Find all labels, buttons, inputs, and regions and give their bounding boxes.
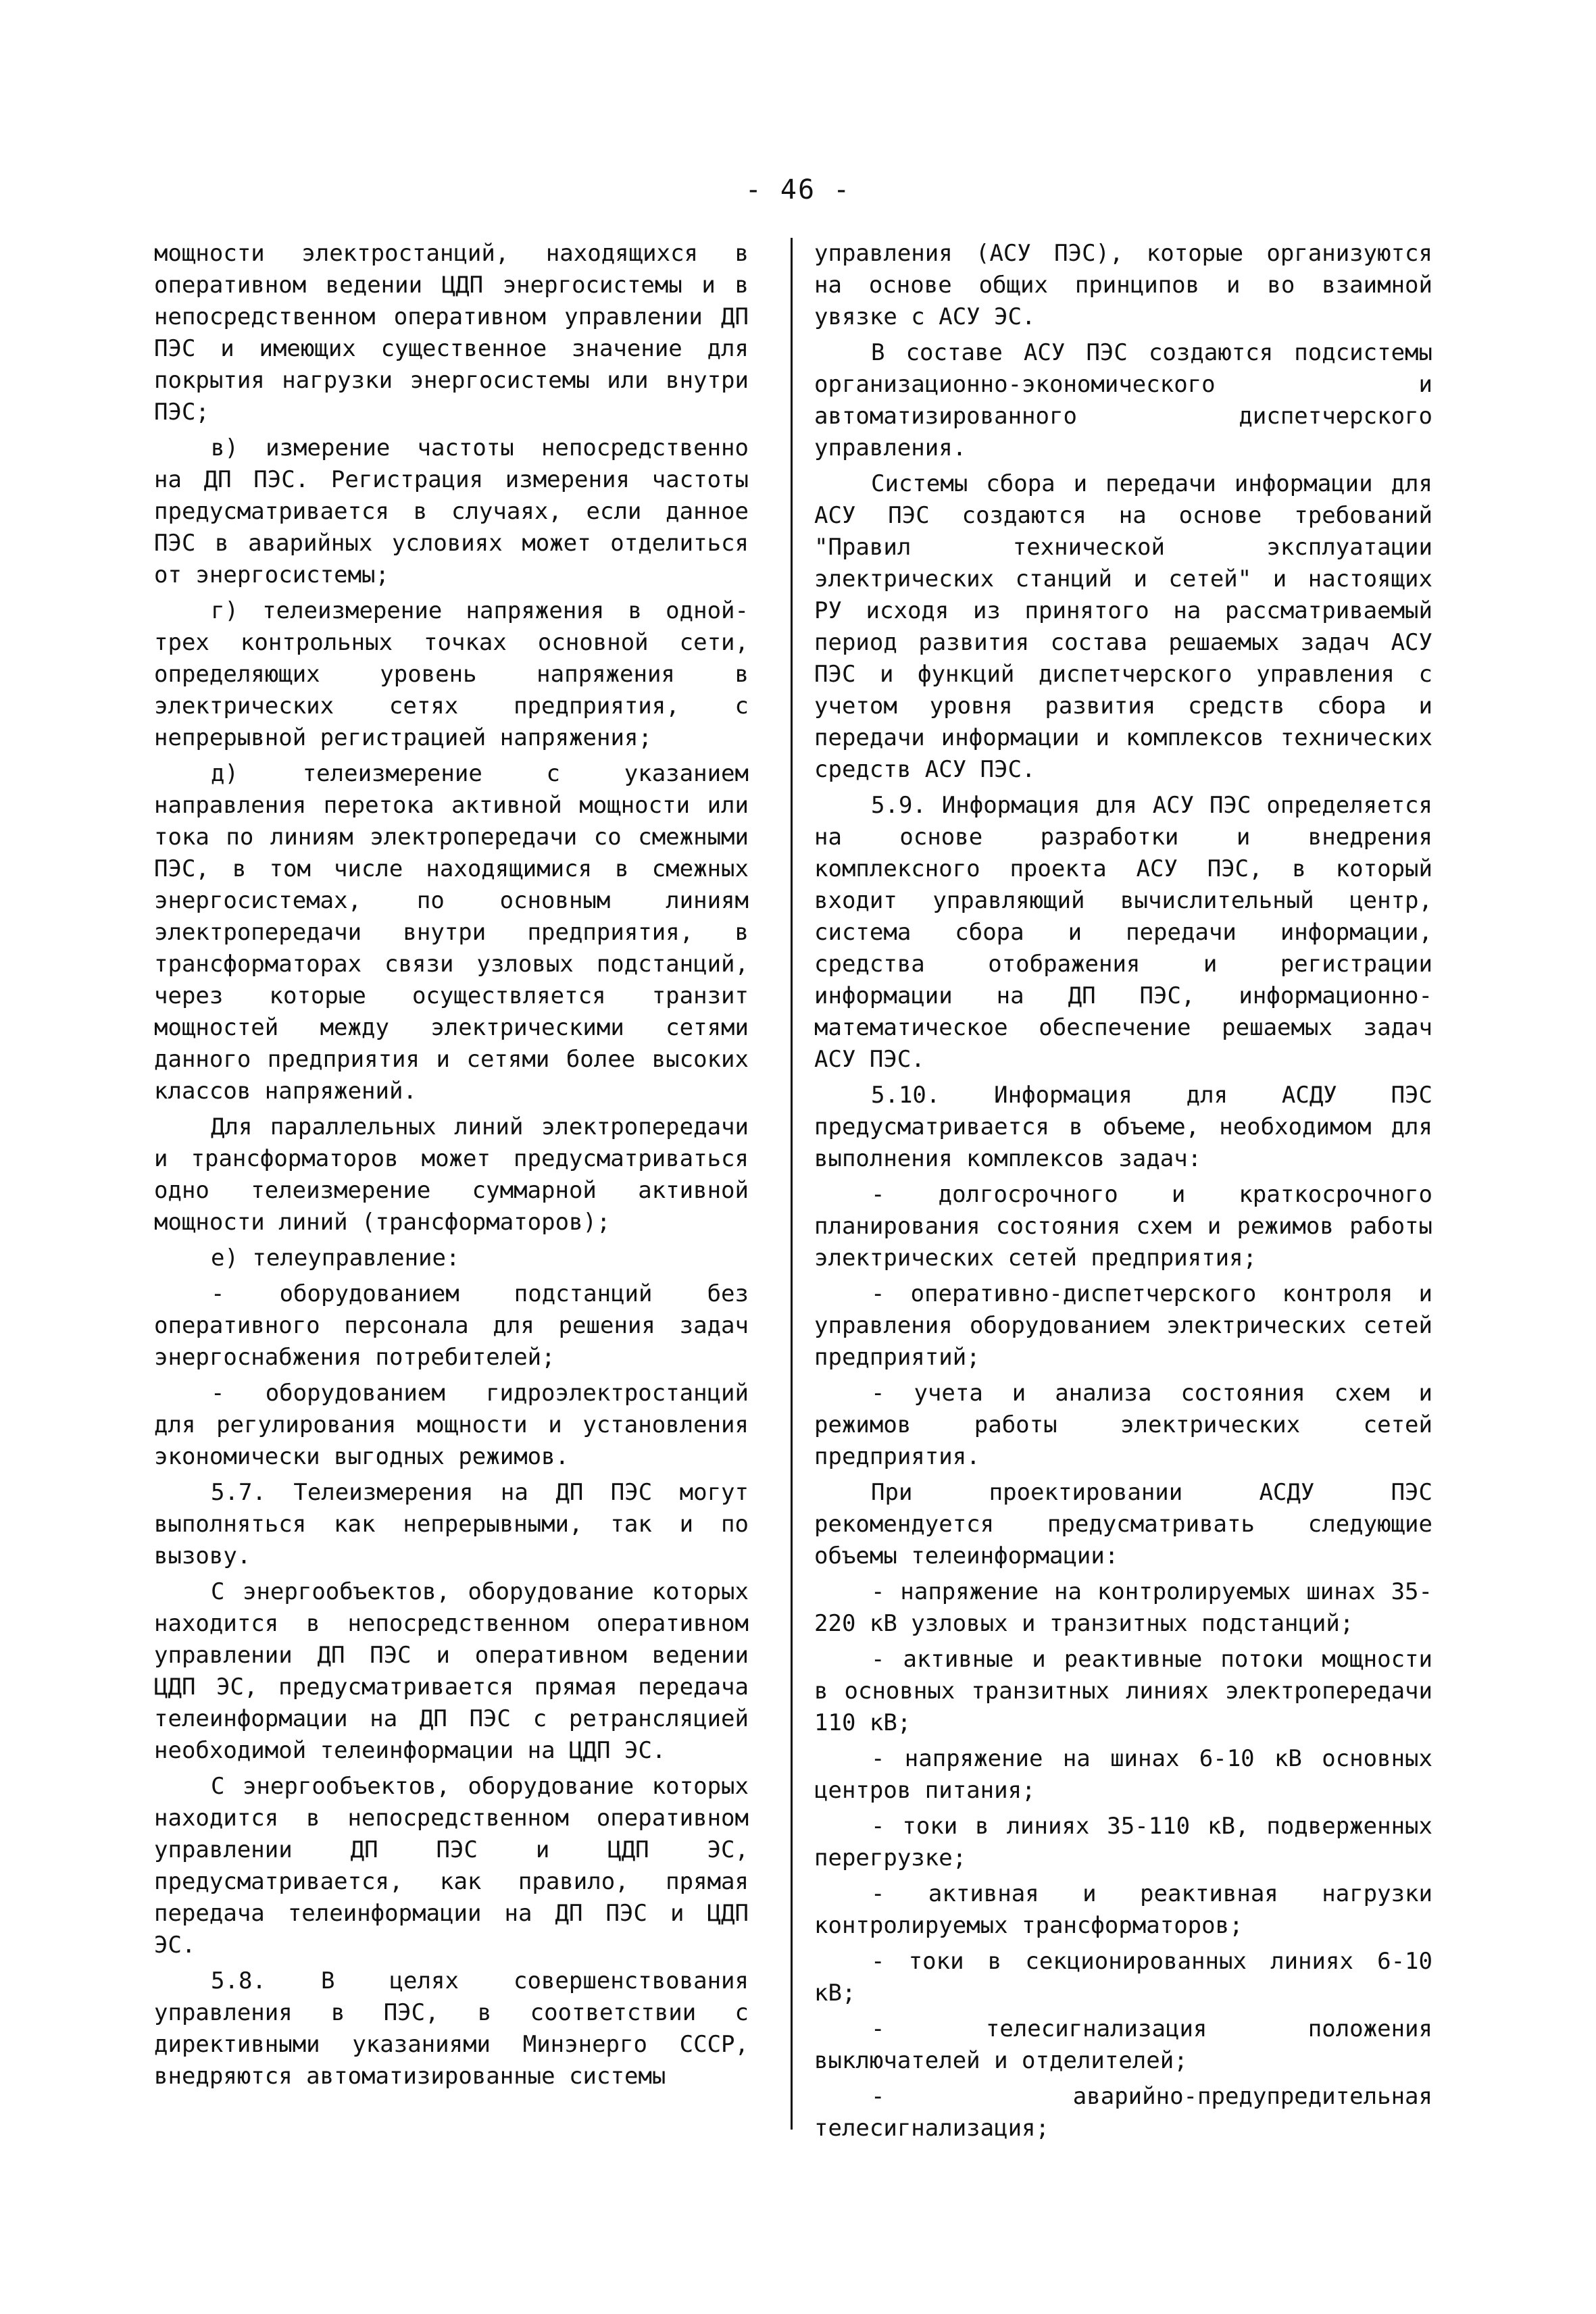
- page-number: - 46 -: [745, 174, 851, 205]
- paragraph: - телесигнализация положения выключателей и отделителей;: [814, 2015, 1432, 2074]
- paragraph: - оборудованием подстанций без оперативного персонала для решения задач энергоснабжения потребителей;: [154, 1280, 749, 1371]
- paragraph: - оборудованием гидроэлектростанций для регулирования мощности и установления экономически выгодных режимов.: [154, 1380, 749, 1470]
- paragraph: С энергообъектов, оборудование которых находится в непосредственном оперативном управлении ДП ПЭС и оперативном ведении ЦДП ЭС, предусматривается прямая передача телеинформации на ДП ПЭС с ретрансляцией необходимой телеинформации на ЦДП ЭС.: [154, 1578, 749, 1764]
- paragraph: в) измерение частоты непосредственно на ДП ПЭС. Регистрация измерения частоты предусматривается в случаях, если данное ПЭС в аварийных условиях может отделиться от энергосистемы;: [154, 434, 749, 588]
- paragraph: 5.7. Телеизмерения на ДП ПЭС могут выполняться как непрерывными, так и по вызову.: [154, 1479, 749, 1569]
- paragraph: С энергообъектов, оборудование которых находится в непосредственном оперативном управлении ДП ПЭС и ЦДП ЭС, предусматривается, как правило, прямая передача телеинформации на ДП ПЭС и ЦДП ЭС.: [154, 1773, 749, 1959]
- paragraph: 5.8. В целях совершенствования управления в ПЭС, в соответствии с директивными указаниями Минэнерго СССР, внедряются автоматизированные системы: [154, 1967, 749, 2090]
- paragraph: - активная и реактивная нагрузки контролируемых трансформаторов;: [814, 1880, 1432, 1939]
- paragraph: - напряжение на контролируемых шинах 35-220 кВ узловых и транзитных подстанций;: [814, 1578, 1432, 1637]
- paragraph: - учета и анализа состояния схем и режимов работы электрических сетей предприятия.: [814, 1380, 1432, 1470]
- paragraph: - оперативно-диспетчерского контроля и управления оборудованием электрических сетей предприятий;: [814, 1280, 1432, 1371]
- paragraph: г) телеизмерение напряжения в одной-трех контрольных точках основной сети, определяющих уровень напряжения в электрических сетях предприятия, с непрерывной регистрацией напряжения;: [154, 597, 749, 751]
- paragraph: е) телеуправление:: [211, 1244, 460, 1272]
- paragraph: мощности электростанций, находящихся в оперативном ведении ЦДП энергосистемы и в непосредственном оперативном управлении ДП ПЭС и имеющих существенное значение для покрытия нагрузки энергосистемы или внутри ПЭС;: [154, 240, 749, 426]
- paragraph: 5.10. Информация для АСДУ ПЭС предусматривается в объеме, необходимом для выполнения комплексов задач:: [814, 1082, 1432, 1172]
- paragraph: - активные и реактивные потоки мощности в основных транзитных линиях электропередачи 110 кВ;: [814, 1646, 1432, 1736]
- right-column: [814, 238, 1432, 2144]
- paragraph: - долгосрочного и краткосрочного планирования состояния схем и режимов работы электрических сетей предприятия;: [814, 1181, 1432, 1272]
- paragraph: - токи в линиях 35-110 кВ, подверженных перегрузке;: [814, 1813, 1432, 1871]
- left-column: [154, 238, 749, 2092]
- paragraph: 5.9. Информация для АСУ ПЭС определяется на основе разработки и внедрения комплексного проекта АСУ ПЭС, в который входит управляющий вычислительный центр, система сбора и передачи информации, средства отображения и регистрации информации на ДП ПЭС, информационно-математическое обеспечение решаемых задач АСУ ПЭС.: [814, 792, 1432, 1073]
- paragraph: - напряжение на шинах 6-10 кВ основных центров питания;: [814, 1745, 1432, 1804]
- paragraph: Системы сбора и передачи информации для АСУ ПЭС создаются на основе требований "Правил технической эксплуатации электрических станций и сетей" и настоящих РУ исходя из принятого на рассматриваемый период развития состава решаемых задач АСУ ПЭС и функций диспетчерского управления с учетом уровня развития средств сбора и передачи информации и комплексов технических средств АСУ ПЭС.: [814, 470, 1432, 783]
- paragraph: Для параллельных линий электропередачи и трансформаторов может предусматриваться одно телеизмерение суммарной активной мощности линий (трансформаторов);: [154, 1113, 749, 1236]
- paragraph: управления (АСУ ПЭС), которые организуются на основе общих принципов и во взаимной увязке с АСУ ЭС.: [814, 240, 1432, 330]
- paragraph: - токи в секционированных линиях 6-10 кВ;: [814, 1948, 1432, 2007]
- paragraph: - аварийно-предупредительная телесигнализация;: [814, 2083, 1432, 2142]
- column-divider: [791, 238, 793, 2130]
- paragraph: При проектировании АСДУ ПЭС рекомендуется предусматривать следующие объемы телеинформации:: [814, 1479, 1432, 1569]
- paragraph: В составе АСУ ПЭС создаются подсистемы организационно-экономического и автоматизированного диспетчерского управления.: [814, 339, 1432, 461]
- paragraph: д) телеизмерение с указанием направления перетока активной мощности или тока по линиям электропередачи со смежными ПЭС, в том числе находящимися в смежных энергосистемах, по основным линиям электропередачи внутри предприятия, в трансформаторах связи узловых подстанций, через которые осуществляется транзит мощностей между электрическими сетями данного предприятия и сетями более высоких классов напряжений.: [154, 760, 749, 1105]
